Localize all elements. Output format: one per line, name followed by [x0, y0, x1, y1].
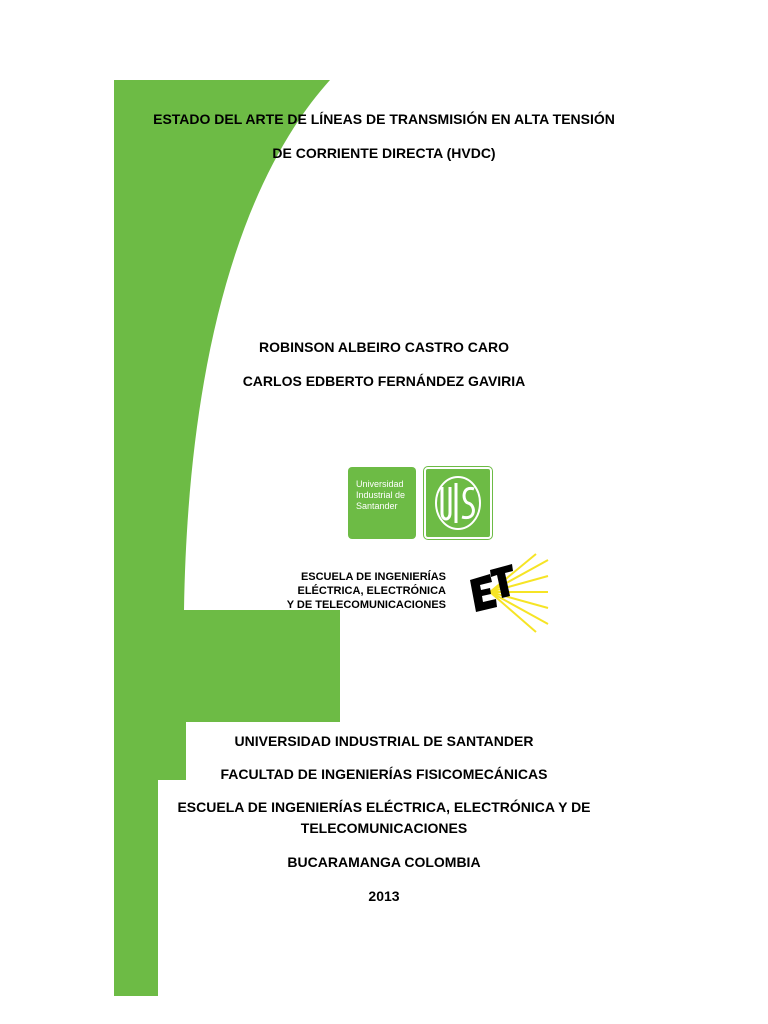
faculty-name: FACULTAD DE INGENIERÍAS FISICOMECÁNICAS — [220, 766, 548, 782]
uis-logo-line: Industrial de — [356, 490, 406, 500]
document-title-line-2: DE CORRIENTE DIRECTA (HVDC) — [272, 145, 496, 161]
author-name-2: CARLOS EDBERTO FERNÁNDEZ GAVIRIA — [242, 373, 526, 389]
school-name-line-2: TELECOMUNICACIONES — [300, 820, 468, 836]
uis-logo-text-block — [348, 467, 416, 539]
uis-logo-icon — [426, 469, 490, 537]
university-name: UNIVERSIDAD INDUSTRIAL DE SANTANDER — [234, 733, 534, 749]
school-logo-line: ESCUELA DE INGENIERÍAS — [300, 571, 446, 583]
uis-logo-line: Universidad — [356, 479, 404, 489]
publication-year: 2013 — [368, 888, 400, 904]
author-name-1: ROBINSON ALBEIRO CASTRO CARO — [259, 339, 509, 355]
uis-logo-mark — [424, 467, 492, 539]
school-name-line-1: ESCUELA DE INGENIERÍAS ELÉCTRICA, ELECTRÓNICA Y DE — [177, 799, 591, 815]
document-title-line-1: ESTADO DEL ARTE DE LÍNEAS DE TRANSMISIÓN EN ALTA TENSIÓN — [153, 111, 615, 127]
city-name: BUCARAMANGA COLOMBIA — [287, 854, 481, 870]
school-logo-line: Y DE TELECOMUNICACIONES — [286, 599, 446, 611]
school-logo-text — [270, 570, 446, 612]
uis-logo-line: Santander — [356, 501, 398, 511]
school-logo-line: ELÉCTRICA, ELECTRÓNICA — [297, 585, 446, 597]
school-logo-icon — [460, 552, 550, 634]
